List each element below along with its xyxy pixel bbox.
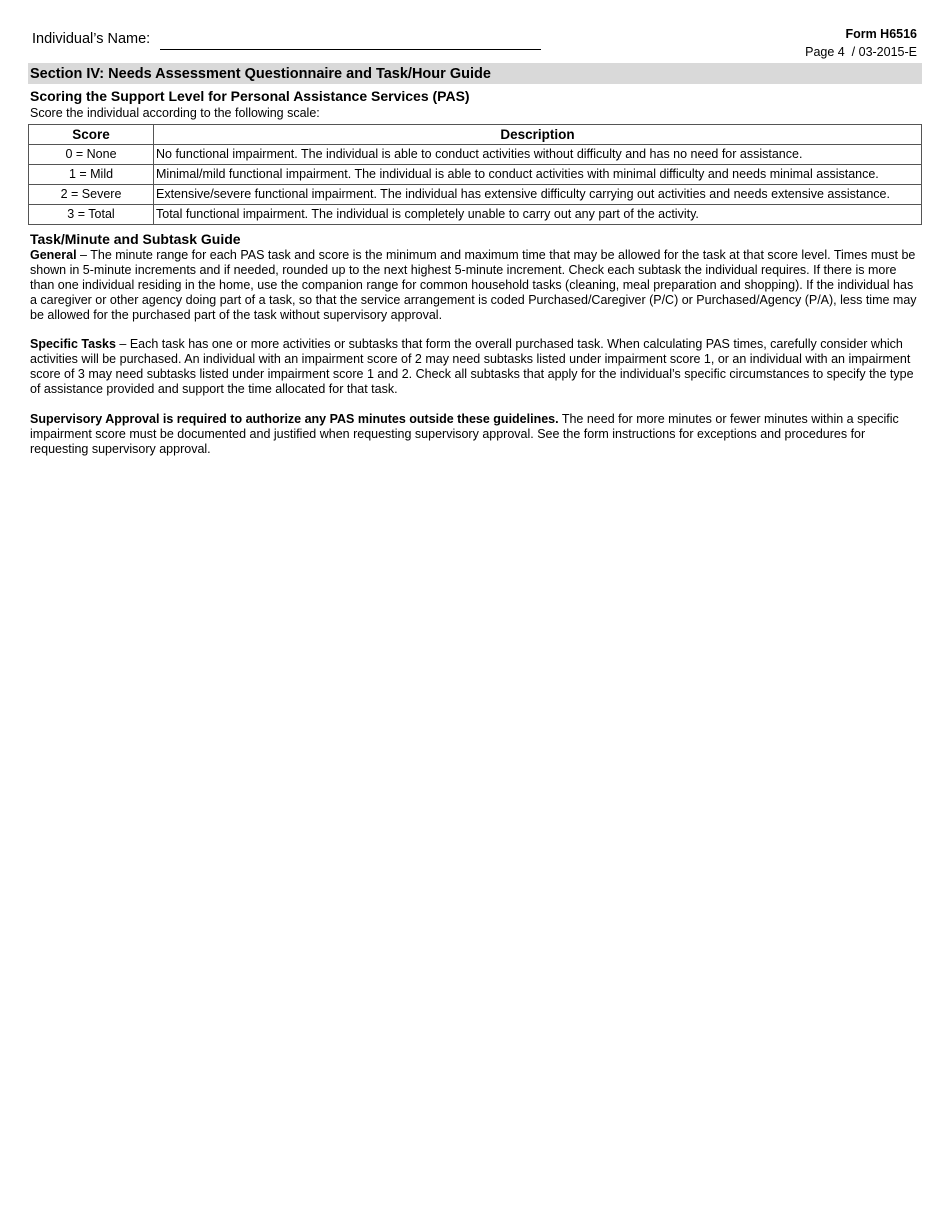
guide-title: Task/Minute and Subtask Guide — [30, 231, 241, 247]
table-row — [29, 145, 922, 165]
description-cell: No functional impairment. The individual is able to conduct activities without difficulty and has no need for assistance. — [154, 145, 922, 165]
score-cell: 2 = Severe — [29, 185, 154, 205]
supervisory-approval-text: The need for more minutes or fewer minutes within a specific impairment score must be documented and justified when requesting supervisory approval. See the form instructions for exceptions and procedures for requesting supervisory approval. — [30, 412, 899, 456]
table-header-row — [29, 125, 922, 145]
description-column-header: Description — [154, 125, 922, 145]
scoring-subheading: Scoring the Support Level for Personal Assistance Services (PAS) — [30, 88, 470, 104]
score-scale-table — [28, 124, 922, 225]
table-row — [29, 165, 922, 185]
general-text: – The minute range for each PAS task and score is the minimum and maximum time that may be allowed for the task at that score level. Times must be shown in 5-minute increments and if needed, rounded up to the next highest 5-minute increment. Check each subtask the individual requires. If there is more than one individual residing in the home, use the companion range for common household tasks (cleaning, meal preparation and shopping). If the individual has a caregiver or other agency doing part of a task, so that the service arrangement is coded Purchased/Caregiver (P/C) or Purchased/Agency (P/A), less time may be allowed for the purchased part of the task without supervisory approval. — [30, 248, 917, 322]
individual-name-label: Individual’s Name: — [32, 31, 151, 47]
score-column-header: Score — [29, 125, 154, 145]
table-row — [29, 205, 922, 225]
supervisory-approval-lead: Supervisory Approval is required to authorize any PAS minutes outside these guidelines. — [30, 412, 559, 426]
specific-tasks-text: – Each task has one or more activities or subtasks that form the overall purchased task. When calculating PAS times, carefully consider which activities will be purchased. An individual with an impairment score of 2 may need subtasks listed under impairment score 1, or an individual with an impairment score of 3 may need subtasks listed under impairment score 1 and 2. Check all subtasks that apply for the individual’s specific circumstances to specify the type of assistance provided and support the time allocated for that task. — [30, 337, 914, 396]
general-paragraph — [30, 248, 922, 323]
individual-name-field[interactable] — [160, 49, 541, 50]
description-cell: Minimal/mild functional impairment. The individual is able to conduct activities with minimal difficulty and needs minimal assistance. — [154, 165, 922, 185]
table-row — [29, 185, 922, 205]
score-cell: 1 = Mild — [29, 165, 154, 185]
general-lead: General — [30, 248, 77, 262]
specific-tasks-paragraph — [30, 337, 922, 397]
score-cell: 3 = Total — [29, 205, 154, 225]
specific-tasks-lead: Specific Tasks — [30, 337, 116, 351]
description-cell: Total functional impairment. The individual is completely unable to carry out any part of the activity. — [154, 205, 922, 225]
section-title: Section IV: Needs Assessment Questionnaire and Task/Hour Guide — [30, 66, 491, 82]
scale-instruction: Score the individual according to the following scale: — [30, 106, 320, 120]
description-cell: Extensive/severe functional impairment. The individual has extensive difficulty carrying out activities and needs extensive assistance. — [154, 185, 922, 205]
supervisory-approval-paragraph — [30, 412, 922, 457]
score-cell: 0 = None — [29, 145, 154, 165]
page-info: Page 4 / 03-2015-E — [805, 45, 917, 59]
form-number: Form H6516 — [845, 27, 917, 41]
